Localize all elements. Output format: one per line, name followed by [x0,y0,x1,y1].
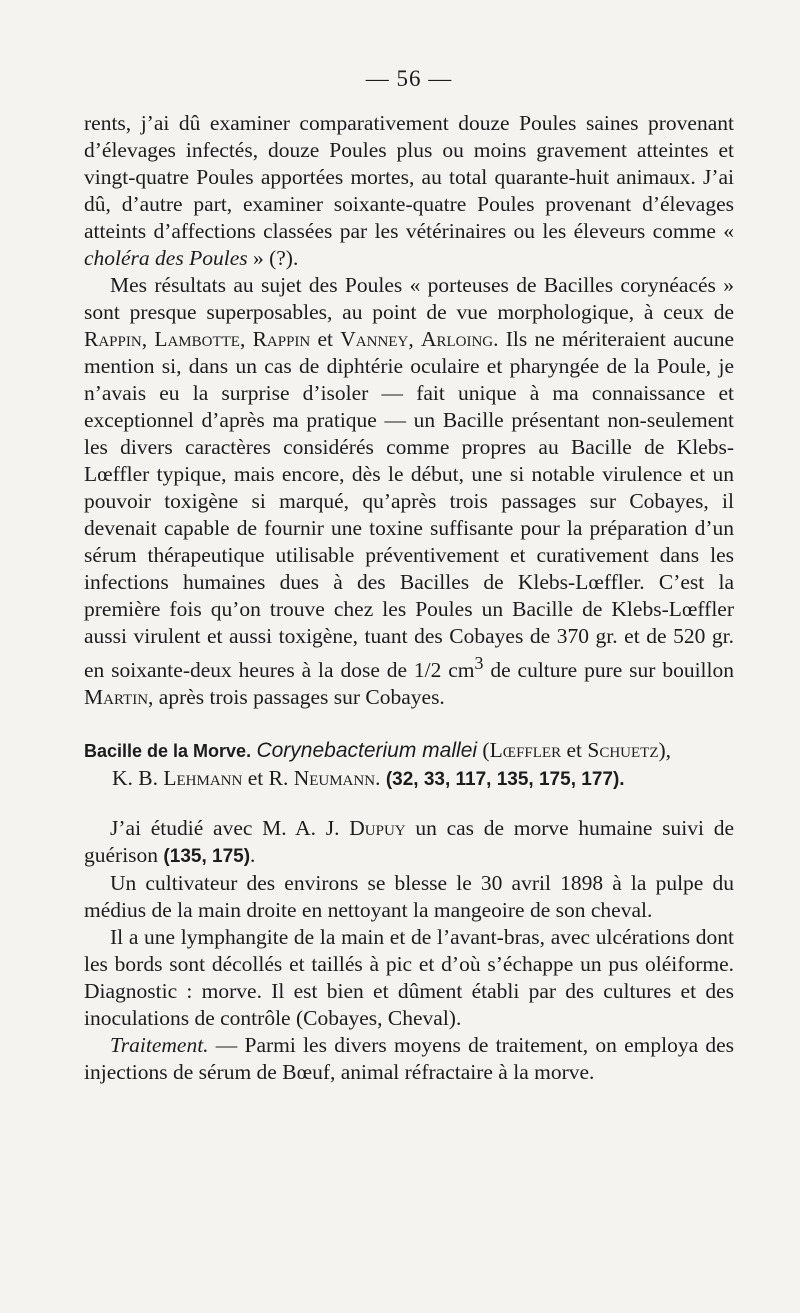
italic-term: Traitement. [110,1033,209,1058]
text-run: ), [658,738,672,763]
text-run: , [408,327,421,351]
text-run: et R. [242,766,294,791]
author-name: Lehmann [163,766,243,791]
heading-line-2 [84,765,734,793]
author-name: Dupuy [349,816,406,841]
heading-line-1 [84,737,734,765]
author-name: Lambotte [154,327,240,351]
text-run: et [310,327,341,351]
paragraph-diagnosis: Il a une lymphangite de la main et de l’avant-bras, avec ulcérations dont les bords sont décollés et taillés à pic et d’où s’échappe un pus oléiforme. Diagnostic : morve. Il est bien et dûment établi par des cultures et des inoculations de contrôle (Cobayes, Cheval). [84,925,734,1031]
italic-term: choléra des Poules [84,246,248,270]
text-run: et [561,738,588,763]
text-run: K. B. [112,766,164,791]
reference-numbers: (32, 33, 117, 135, 175, 177). [385,769,625,791]
paragraph-results [84,272,734,711]
heading-title: Bacille de la Morve. [84,741,252,762]
text-run: . Ils ne mériteraient aucune mention si, dans un cas de diphtérie oculaire et pharyngée de la Poule, je n’avais eu la surprise d’isoler — fait unique à ma connaissance et exceptionnel d’après ma pratique — un Bacille présentant non-seulement les divers caractères considérés comme propres au Bacille de Klebs-Lœffler typique, mais encore, dès le début, une si notable virulence et un pouvoir toxigène si marqué, qu’après trois passages sur Cobayes, il devenait capable de fournir une toxine suffisante pour la préparation d’un sérum thérapeutique utilisable préventivement et curativement dans les infections humaines dues à des Bacilles de Klebs-Lœffler. C’est la première fois qu’on trouve chez les Poules un Bacille de Klebs-Lœffler aussi virulent et aussi toxigène, tuant des Cobayes de 370 gr. et de 520 gr. en soixante-deux heures à la dose de 1/2 cm [84,327,735,683]
author-name: Martin [84,685,149,710]
author-name: Rappin [84,327,142,351]
paragraph-continuation [84,110,734,272]
page-number: — 56 — [365,66,453,91]
author-name: Lœffler [489,738,562,763]
paragraph-injury: Un cultivateur des environs se blesse le 30 avril 1898 à la pulpe du médius de la main droite en nettoyant la mangeoire de son cheval. [84,871,734,923]
text-run: Mes résultats au sujet des Poules « porteuses de Bacilles corynéacés » sont presque superposables, au point de vue morphologique, à ceux de [84,273,734,324]
species-name: Corynebacterium mallei [256,739,478,763]
superscript: 3 [474,653,484,673]
reference-numbers: (135, 175) [163,846,251,868]
text-run: ( [477,738,490,763]
text-run: , [239,327,253,351]
author-name: Rappin [252,327,311,351]
text-run: J’ai étudié avec M. A. J. [110,816,350,841]
text-run: , [141,327,155,351]
text-run: . [250,843,256,868]
author-name: Neumann [293,766,376,791]
author-name: Schuetz [587,738,659,763]
text-run: de culture pure sur bouillon [483,658,734,683]
text-run: » (?). [247,246,299,270]
paragraph-case-study [84,815,734,870]
author-name: Vanney [340,327,409,351]
text-run: rents, j’ai dû examiner comparativement douze Poules saines provenant d’élevages infectés, douze Poules plus ou moins gravement atteintes et vingt-quatre Poules apportées mortes, au total quarante-huit animaux. J’ai dû, d’autre part, examiner soixante-quatre Poules provenant d’élevages atteints d’affections classées par les vétérinaires ou les éleveurs comme « [84,111,734,243]
text-run: — Parmi les divers moyens de traitement, on employa des injections de sérum de Bœuf, animal réfractaire à la morve. [84,1033,734,1085]
author-name: Arloing [420,327,494,351]
paragraph-treatment [84,1032,734,1086]
section-heading [84,737,734,793]
text-run: un cas de morve humaine suivi de guérison [84,816,734,868]
text-run: , après trois passages sur Cobayes. [148,685,445,710]
text-run: . [375,766,386,791]
